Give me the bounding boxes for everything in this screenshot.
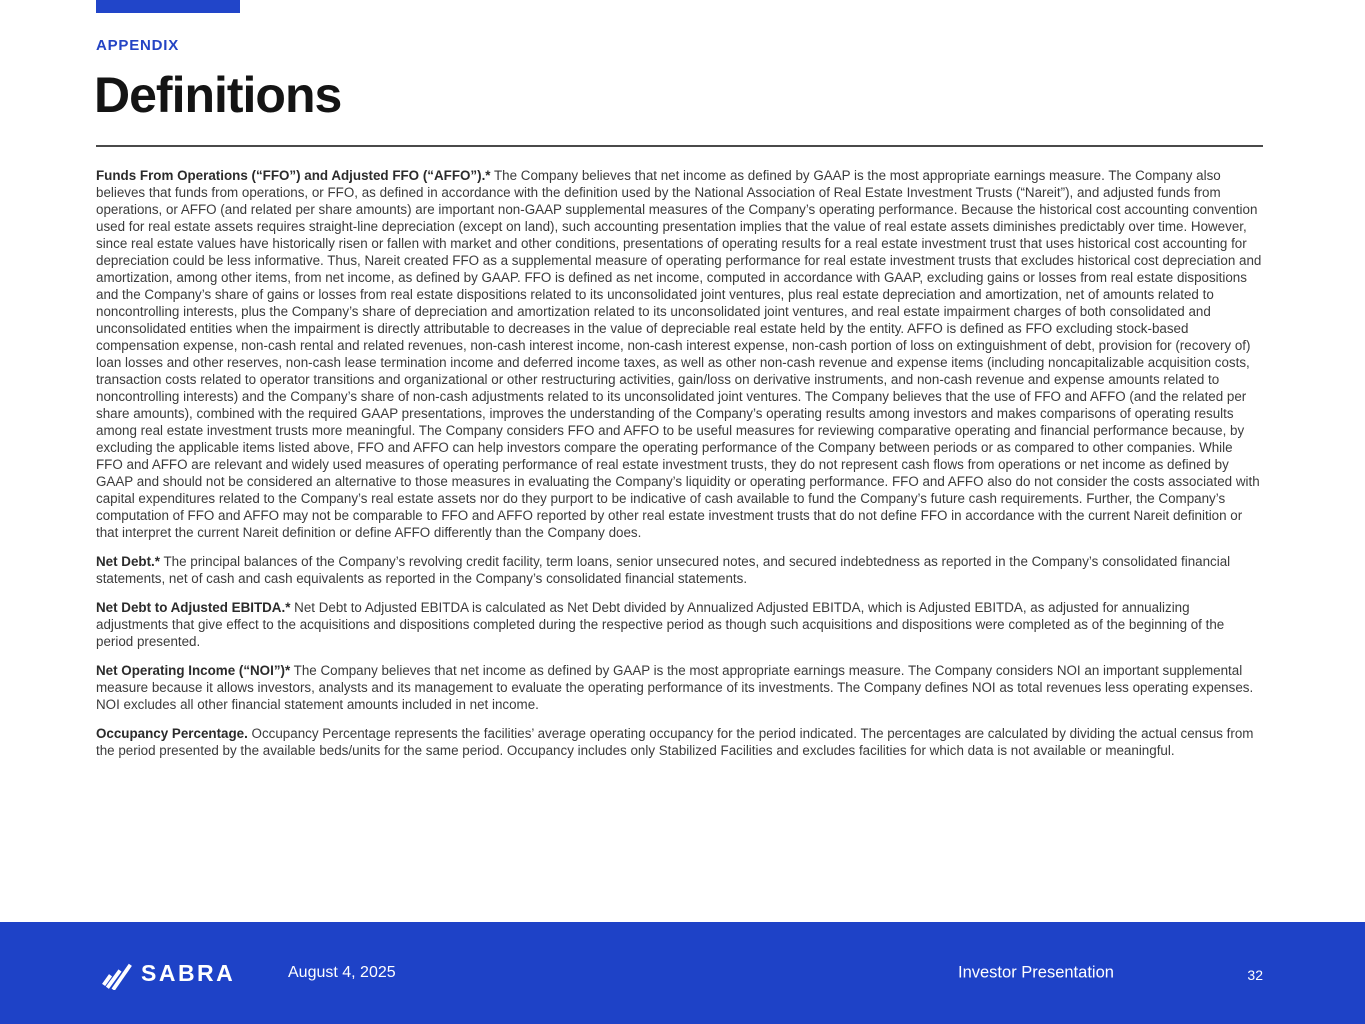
definition-net-debt-to-adjusted-ebitda bbox=[96, 599, 1263, 650]
definition-term: Funds From Operations (“FFO”) and Adjusted FFO (“AFFO”).* bbox=[96, 168, 491, 183]
definition-net-debt bbox=[96, 553, 1263, 587]
footer-presentation-label: Investor Presentation bbox=[958, 963, 1114, 982]
sabra-logo-wordmark: SABRA bbox=[141, 959, 236, 986]
appendix-eyebrow: APPENDIX bbox=[96, 37, 180, 54]
title-divider bbox=[96, 145, 1263, 147]
definition-body: The principal balances of the Company’s revolving credit facility, term loans, senior unsecured notes, and secured indebtedness as reported in the Company’s consolidated financial statements, net of cash and cash equivalents as reported in the Company’s consolidated financial statements. bbox=[96, 554, 1231, 586]
definition-term: Net Debt to Adjusted EBITDA.* bbox=[96, 600, 291, 615]
footer bbox=[0, 922, 1365, 1024]
definition-ffo-affo bbox=[96, 167, 1263, 541]
definition-body: Occupancy Percentage represents the facilities’ average operating occupancy for the period indicated. The percentages are calculated by dividing the actual census from the period presented by the available beds/units for the same period. Occupancy includes only Stabilized Facilities and excludes facilities for which data is not available or meaningful. bbox=[96, 726, 1254, 758]
definition-body: Net Debt to Adjusted EBITDA is calculated as Net Debt divided by Annualized Adjusted EBITDA, which is Adjusted EBITDA, as adjusted for annualizing adjustments that give effect to the acquisitions and dispositions completed during the respective period as though such acquisitions and dispositions were completed as of the beginning of the period presented. bbox=[96, 600, 1225, 649]
definition-occupancy-percentage bbox=[96, 725, 1263, 759]
definition-net-operating-income bbox=[96, 662, 1263, 713]
sabra-bird-icon bbox=[100, 956, 134, 990]
page-title: Definitions bbox=[94, 67, 342, 123]
definition-body: The Company believes that net income as defined by GAAP is the most appropriate earnings measure. The Company considers NOI an important supplemental measure because it allows investors, analysts and its management to evaluate the operating performance of its investments. The Company defines NOI as total revenues less operating expenses. NOI excludes all other financial statement amounts included in net income. bbox=[96, 663, 1254, 712]
definition-term: Net Operating Income (“NOI”)* bbox=[96, 663, 291, 678]
definitions-list bbox=[96, 167, 1263, 759]
footer-date: August 4, 2025 bbox=[288, 964, 396, 981]
sabra-logo bbox=[100, 956, 235, 990]
definition-body: The Company believes that net income as defined by GAAP is the most appropriate earnings measure. The Company also believes that funds from operations, or FFO, as defined in accordance with the definition used by the National Association of Real Estate Investment Trusts (“Nareit”), and adjusted funds from operations, or AFFO (and related per share amounts) are important non-GAAP supplemental measures of the Company’s operating performance. Because the historical cost accounting convention used for real estate assets requires straight-line depreciation (except on land), such accounting presentation implies that the value of real estate assets diminishes predictably over time. However, since real estate values have historically risen or fallen with market and other conditions, presentations of operating results for a real estate investment trust that uses historical cost accounting for depreciation could be less informative. Thus, Nareit created FFO as a supplemental measure of operating performance for real estate investment trusts that excludes historical cost depreciation and amortization, among other items, from net income, as defined by GAAP. FFO is defined as net income, computed in accordance with GAAP, excluding gains or losses from real estate dispositions and the Company’s share of gains or losses from real estate dispositions related to its unconsolidated joint ventures, plus real estate depreciation and amortization, net of amounts related to noncontrolling interests, plus the Company’s share of depreciation and amortization related to its unconsolidated joint ventures, and real estate impairment charges of both consolidated and unconsolidated entities when the impairment is directly attributable to decreases in the value of depreciable real estate held by the entity. AFFO is defined as FFO excluding stock-based compensation expense, non-cash rental and related revenues, non-cash interest income, non-cash interest expense, non-cash portion of loss on extinguishment of debt, provision for (recovery of) loan losses and other reserves, non-cash lease termination income and deferred income taxes, as well as other non-cash revenue and expense items (including noncapitalizable acquisition costs, transaction costs related to operator transitions and organizational or other restructuring activities, gain/loss on derivative instruments, and non-cash revenue and expense amounts related to noncontrolling interests) and the Company’s share of non-cash adjustments related to its unconsolidated joint ventures. The Company believes that the use of FFO and AFFO (and the related per share amounts), combined with the required GAAP presentations, improves the understanding of the Company’s operating results among investors and makes comparisons of operating results among real estate investment trusts more meaningful. The Company considers FFO and AFFO to be useful measures for reviewing comparative operating and financial performance because, by excluding the applicable items listed above, FFO and AFFO can help investors compare the operating performance of the Company between periods or as compared to other companies. While FFO and AFFO are relevant and widely used measures of operating performance of real estate investment trusts, they do not represent cash flows from operations or net income as defined by GAAP and should not be considered an alternative to those measures in evaluating the Company’s liquidity or operating performance. FFO and AFFO also do not consider the costs associated with capital expenditures related to the Company’s real estate assets nor do they purport to be indicative of cash available to fund the Company’s future cash requirements. Further, the Company’s computation of FFO and AFFO may not be comparable to FFO and AFFO reported by other real estate investment trusts that do not define FFO in accordance with the current Nareit definition or that interpret the current Nareit definition or define AFFO differently than the Company does. bbox=[96, 168, 1262, 540]
definition-term: Occupancy Percentage. bbox=[96, 726, 248, 741]
page-number: 32 bbox=[1247, 967, 1263, 983]
definition-term: Net Debt.* bbox=[96, 554, 160, 569]
content-area bbox=[96, 0, 1263, 771]
